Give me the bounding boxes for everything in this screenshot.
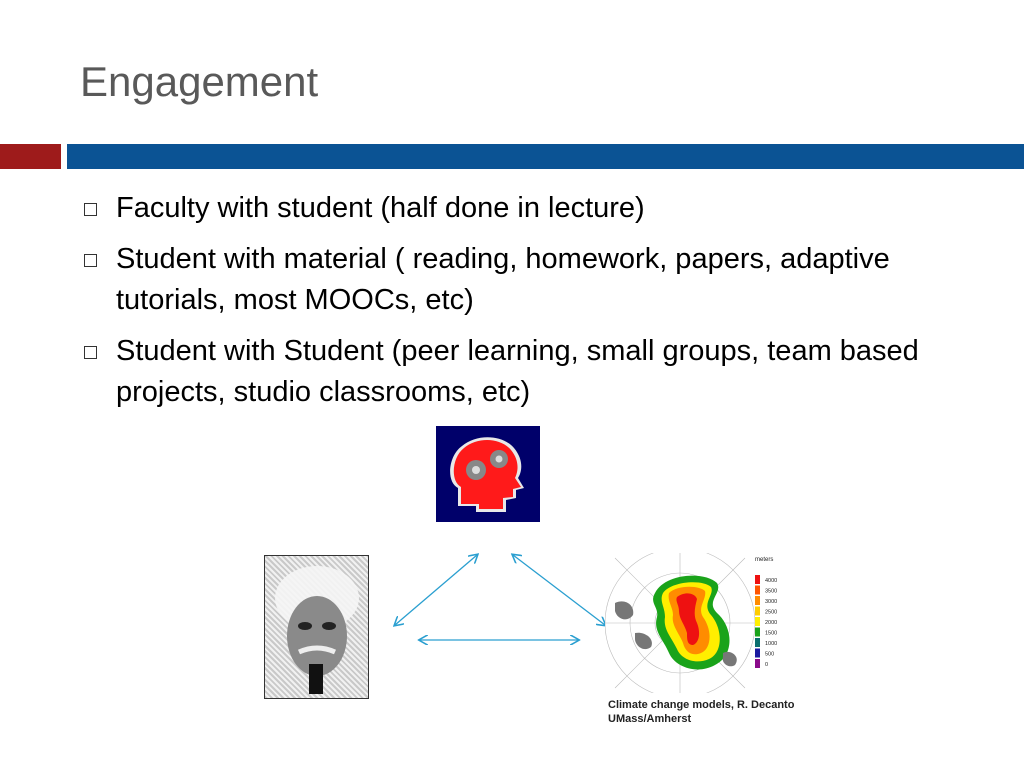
title-accent-red bbox=[0, 144, 61, 169]
climate-legend bbox=[755, 575, 777, 668]
title-accent-blue bbox=[67, 144, 1024, 169]
legend-swatch bbox=[755, 596, 760, 605]
legend-value: 4000 bbox=[765, 578, 778, 584]
legend-swatch bbox=[755, 617, 760, 626]
legend-value: 1000 bbox=[765, 641, 778, 647]
square-bullet-icon bbox=[84, 254, 97, 267]
legend-value: 3000 bbox=[765, 599, 778, 605]
legend-swatch bbox=[755, 586, 760, 595]
legend-swatch bbox=[755, 575, 760, 584]
legend-value: 0 bbox=[765, 662, 769, 668]
slide-title: Engagement bbox=[80, 58, 319, 105]
climate-map bbox=[605, 553, 785, 693]
legend-value: 500 bbox=[765, 651, 775, 658]
legend-swatch bbox=[755, 649, 760, 658]
legend-swatch bbox=[755, 607, 760, 616]
legend-value: 2000 bbox=[765, 620, 778, 626]
engagement-arrows bbox=[380, 545, 610, 655]
head-gears-icon bbox=[436, 426, 540, 522]
legend-swatch bbox=[755, 628, 760, 637]
legend-title: meters bbox=[755, 557, 774, 563]
bullet-text: Student with material ( reading, homework, papers, adaptive tutorials, most MOOCs, etc) bbox=[116, 243, 890, 316]
bullet-text: Student with Student (peer learning, small groups, team based projects, studio classrooms, etc) bbox=[116, 335, 919, 408]
bullet-item bbox=[84, 239, 984, 321]
caption-line-2: UMass/Amherst bbox=[608, 713, 692, 725]
legend-swatch bbox=[755, 638, 760, 647]
bullet-item bbox=[84, 331, 984, 413]
bullet-text: Faculty with student (half done in lecture) bbox=[116, 192, 645, 224]
square-bullet-icon bbox=[84, 346, 97, 359]
square-bullet-icon bbox=[84, 203, 97, 216]
caption-line-1: Climate change models, R. Decanto bbox=[608, 699, 795, 711]
legend-value: 1500 bbox=[765, 630, 778, 637]
einstein-photo bbox=[264, 555, 369, 699]
bullet-item bbox=[84, 188, 984, 229]
legend-value: 3500 bbox=[765, 588, 778, 595]
legend-swatch bbox=[755, 659, 760, 668]
legend-value: 2500 bbox=[765, 609, 778, 616]
figure-caption bbox=[608, 698, 794, 726]
bullet-list bbox=[84, 188, 984, 423]
